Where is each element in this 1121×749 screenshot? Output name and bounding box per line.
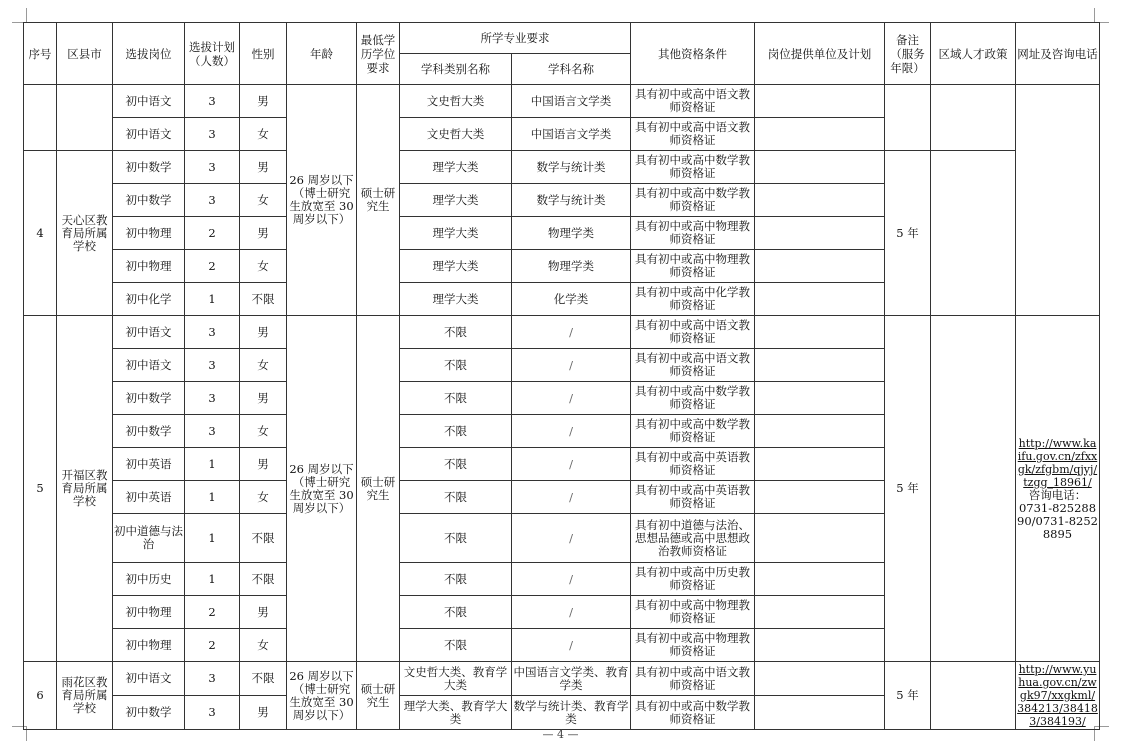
cell-county: 雨花区教育局所属学校: [57, 662, 113, 730]
table-row: [24, 151, 1100, 184]
cell-unit: [755, 662, 885, 696]
cell-post: 初中物理: [113, 217, 185, 250]
cell-plan: 3: [185, 118, 240, 151]
cell-unit: [755, 316, 885, 349]
header-age: 年龄: [287, 23, 357, 85]
cell-post: 初中语文: [113, 349, 185, 382]
cell-major-name: /: [512, 563, 631, 596]
cell-age: 26 周岁以下（博士研究生放宽至 30 周岁以下）: [287, 316, 357, 662]
cell-qualification: 具有初中或高中英语教师资格证: [631, 448, 755, 481]
cell-gender: 不限: [240, 662, 287, 696]
cell-post: 初中物理: [113, 250, 185, 283]
cell-seq: 5: [24, 316, 57, 662]
cell-county: [57, 85, 113, 151]
recruitment-table: [23, 22, 1100, 730]
cell-major-category: 不限: [400, 514, 512, 563]
cell-plan: 3: [185, 696, 240, 730]
header-gender: 性别: [240, 23, 287, 85]
cell-gender: 女: [240, 415, 287, 448]
cell-major-name: /: [512, 349, 631, 382]
cell-qualification: 具有初中或高中语文教师资格证: [631, 662, 755, 696]
cell-seq: 4: [24, 151, 57, 316]
cell-county: 开福区教育局所属学校: [57, 316, 113, 662]
cell-major-name: 中国语言文学类: [512, 85, 631, 118]
cell-post: 初中物理: [113, 629, 185, 662]
header-county: 区县市: [57, 23, 113, 85]
cell-unit: [755, 283, 885, 316]
cell-post: 初中数学: [113, 382, 185, 415]
cell-major-name: 物理学类: [512, 250, 631, 283]
cell-education: 硕士研究生: [357, 85, 400, 316]
cell-major-name: 中国语言文学类、教育学类: [512, 662, 631, 696]
header-note: 备注（服务年限）: [885, 23, 931, 85]
cell-policy: [931, 316, 1016, 662]
cell-gender: 男: [240, 448, 287, 481]
table-row: [24, 316, 1100, 349]
cell-major-category: 理学大类: [400, 151, 512, 184]
cell-post: 初中语文: [113, 662, 185, 696]
cell-note: 5 年: [885, 151, 931, 316]
cell-gender: 不限: [240, 514, 287, 563]
cell-post: 初中历史: [113, 563, 185, 596]
cell-plan: 1: [185, 514, 240, 563]
header-policy: 区域人才政策: [931, 23, 1016, 85]
cell-gender: 女: [240, 629, 287, 662]
cell-contact: [1016, 85, 1100, 316]
cell-major-name: /: [512, 596, 631, 629]
cell-unit: [755, 184, 885, 217]
cell-qualification: 具有初中或高中化学教师资格证: [631, 283, 755, 316]
page-number: — 4 —: [542, 728, 579, 741]
cell-major-name: 数学与统计类: [512, 151, 631, 184]
cell-qualification: 具有初中或高中数学教师资格证: [631, 151, 755, 184]
header-major-category: 学科类别名称: [400, 54, 512, 85]
cell-gender: 不限: [240, 563, 287, 596]
cell-major-category: 不限: [400, 349, 512, 382]
cell-unit: [755, 514, 885, 563]
cell-plan: 2: [185, 629, 240, 662]
cell-major-name: /: [512, 629, 631, 662]
cell-gender: 不限: [240, 283, 287, 316]
cell-qualification: 具有初中或高中语文教师资格证: [631, 118, 755, 151]
cell-gender: 女: [240, 481, 287, 514]
cell-qualification: 具有初中或高中历史教师资格证: [631, 563, 755, 596]
website-link[interactable]: http://www.yuhua.gov.cn/zwgk97/xxgkml/384213/384183/384193/: [1017, 663, 1098, 728]
cell-age: 26 周岁以下（博士研究生放宽至 30 周岁以下）: [287, 662, 357, 730]
cell-major-category: 文史哲大类: [400, 118, 512, 151]
cell-plan: 3: [185, 349, 240, 382]
cell-unit: [755, 596, 885, 629]
cell-plan: 1: [185, 563, 240, 596]
cell-qualification: 具有初中或高中语文教师资格证: [631, 85, 755, 118]
cell-major-name: /: [512, 382, 631, 415]
cell-major-name: 物理学类: [512, 217, 631, 250]
cell-major-category: 不限: [400, 382, 512, 415]
table-row: [24, 85, 1100, 118]
cell-plan: 2: [185, 217, 240, 250]
cell-gender: 男: [240, 85, 287, 118]
cell-gender: 女: [240, 184, 287, 217]
cell-major-category: 理学大类: [400, 217, 512, 250]
cell-plan: 3: [185, 415, 240, 448]
cell-qualification: 具有初中或高中数学教师资格证: [631, 382, 755, 415]
cell-unit: [755, 85, 885, 118]
cell-unit: [755, 696, 885, 730]
phone-label: 咨询电话：: [1028, 487, 1087, 502]
cell-qualification: 具有初中或高中语文教师资格证: [631, 316, 755, 349]
cell-post: 初中物理: [113, 596, 185, 629]
cell-major-name: /: [512, 316, 631, 349]
cell-major-category: 理学大类: [400, 283, 512, 316]
cell-plan: 3: [185, 151, 240, 184]
cell-plan: 3: [185, 662, 240, 696]
table-row: [24, 662, 1100, 696]
cell-major-category: 理学大类、教育学大类: [400, 696, 512, 730]
cell-post: 初中语文: [113, 316, 185, 349]
header-plan: 选拔计划（人数）: [185, 23, 240, 85]
cell-major-category: 理学大类: [400, 184, 512, 217]
cell-major-category: 不限: [400, 316, 512, 349]
cell-post: 初中化学: [113, 283, 185, 316]
cell-plan: 1: [185, 448, 240, 481]
cell-unit: [755, 250, 885, 283]
header-major-name: 学科名称: [512, 54, 631, 85]
cell-post: 初中数学: [113, 696, 185, 730]
cell-unit: [755, 151, 885, 184]
cell-gender: 男: [240, 382, 287, 415]
cell-policy: [931, 85, 1016, 151]
cell-post: 初中数学: [113, 151, 185, 184]
cell-gender: 男: [240, 316, 287, 349]
cell-age: 26 周岁以下（博士研究生放宽至 30 周岁以下）: [287, 85, 357, 316]
cell-policy: [931, 662, 1016, 730]
cell-note: 5 年: [885, 662, 931, 730]
header-unit: 岗位提供单位及计划: [755, 23, 885, 85]
cell-education: 硕士研究生: [357, 316, 400, 662]
cell-plan: 2: [185, 250, 240, 283]
cell-plan: 3: [185, 382, 240, 415]
cell-post: 初中数学: [113, 415, 185, 448]
cell-major-category: 不限: [400, 629, 512, 662]
cell-seq: 6: [24, 662, 57, 730]
cell-major-category: 文史哲大类: [400, 85, 512, 118]
header-education: 最低学历学位要求: [357, 23, 400, 85]
crop-mark-top-right: [1094, 8, 1109, 23]
cell-qualification: 具有初中或高中数学教师资格证: [631, 696, 755, 730]
cell-qualification: 具有初中或高中物理教师资格证: [631, 250, 755, 283]
cell-gender: 女: [240, 349, 287, 382]
cell-major-name: 化学类: [512, 283, 631, 316]
cell-unit: [755, 415, 885, 448]
cell-qualification: 具有初中或高中数学教师资格证: [631, 415, 755, 448]
cell-unit: [755, 448, 885, 481]
header-contact: 网址及咨询电话: [1016, 23, 1100, 85]
cell-major-category: 不限: [400, 448, 512, 481]
cell-qualification: 具有初中道德与法治、思想品德或高中思想政治教师资格证: [631, 514, 755, 563]
cell-policy: [931, 151, 1016, 316]
cell-plan: 1: [185, 481, 240, 514]
cell-unit: [755, 629, 885, 662]
cell-major-category: 不限: [400, 596, 512, 629]
cell-post: 初中语文: [113, 118, 185, 151]
cell-post: 初中数学: [113, 184, 185, 217]
cell-major-name: /: [512, 514, 631, 563]
cell-post: 初中英语: [113, 481, 185, 514]
cell-note: [885, 85, 931, 151]
cell-plan: 3: [185, 316, 240, 349]
cell-unit: [755, 481, 885, 514]
cell-major-category: 不限: [400, 481, 512, 514]
cell-plan: 1: [185, 283, 240, 316]
cell-qualification: 具有初中或高中数学教师资格证: [631, 184, 755, 217]
cell-unit: [755, 118, 885, 151]
header-major-requirement: 所学专业要求: [400, 23, 631, 54]
cell-gender: 男: [240, 151, 287, 184]
website-link[interactable]: http://www.kaifu.gov.cn/zfxxgk/zfgbm/qjyj/tzgg_18961/: [1017, 436, 1098, 489]
cell-note: 5 年: [885, 316, 931, 662]
cell-major-name: 中国语言文学类: [512, 118, 631, 151]
cell-unit: [755, 217, 885, 250]
phone-numbers: 0731-82528890/0731-82528895: [1017, 500, 1098, 541]
cell-qualification: 具有初中或高中英语教师资格证: [631, 481, 755, 514]
crop-mark-top-left: [12, 8, 27, 23]
cell-unit: [755, 349, 885, 382]
header-qualification: 其他资格条件: [631, 23, 755, 85]
cell-contact: [1016, 662, 1100, 730]
cell-post: 初中语文: [113, 85, 185, 118]
cell-major-category: 理学大类: [400, 250, 512, 283]
cell-post: 初中英语: [113, 448, 185, 481]
cell-gender: 男: [240, 217, 287, 250]
cell-gender: 女: [240, 250, 287, 283]
cell-seq: [24, 85, 57, 151]
cell-major-name: 数学与统计类、教育学类: [512, 696, 631, 730]
cell-unit: [755, 563, 885, 596]
cell-gender: 男: [240, 696, 287, 730]
cell-county: 天心区教育局所属学校: [57, 151, 113, 316]
cell-qualification: 具有初中或高中语文教师资格证: [631, 349, 755, 382]
cell-major-name: /: [512, 415, 631, 448]
cell-gender: 男: [240, 596, 287, 629]
cell-plan: 3: [185, 184, 240, 217]
cell-education: 硕士研究生: [357, 662, 400, 730]
cell-gender: 女: [240, 118, 287, 151]
cell-qualification: 具有初中或高中物理教师资格证: [631, 596, 755, 629]
cell-major-category: 文史哲大类、教育学大类: [400, 662, 512, 696]
cell-contact: [1016, 316, 1100, 662]
cell-qualification: 具有初中或高中物理教师资格证: [631, 217, 755, 250]
cell-major-category: 不限: [400, 563, 512, 596]
cell-major-name: 数学与统计类: [512, 184, 631, 217]
header-seq: 序号: [24, 23, 57, 85]
cell-plan: 3: [185, 85, 240, 118]
cell-qualification: 具有初中或高中物理教师资格证: [631, 629, 755, 662]
cell-major-category: 不限: [400, 415, 512, 448]
cell-post: 初中道德与法治: [113, 514, 185, 563]
header-post: 选拔岗位: [113, 23, 185, 85]
cell-major-name: /: [512, 481, 631, 514]
cell-unit: [755, 382, 885, 415]
cell-plan: 2: [185, 596, 240, 629]
cell-major-name: /: [512, 448, 631, 481]
